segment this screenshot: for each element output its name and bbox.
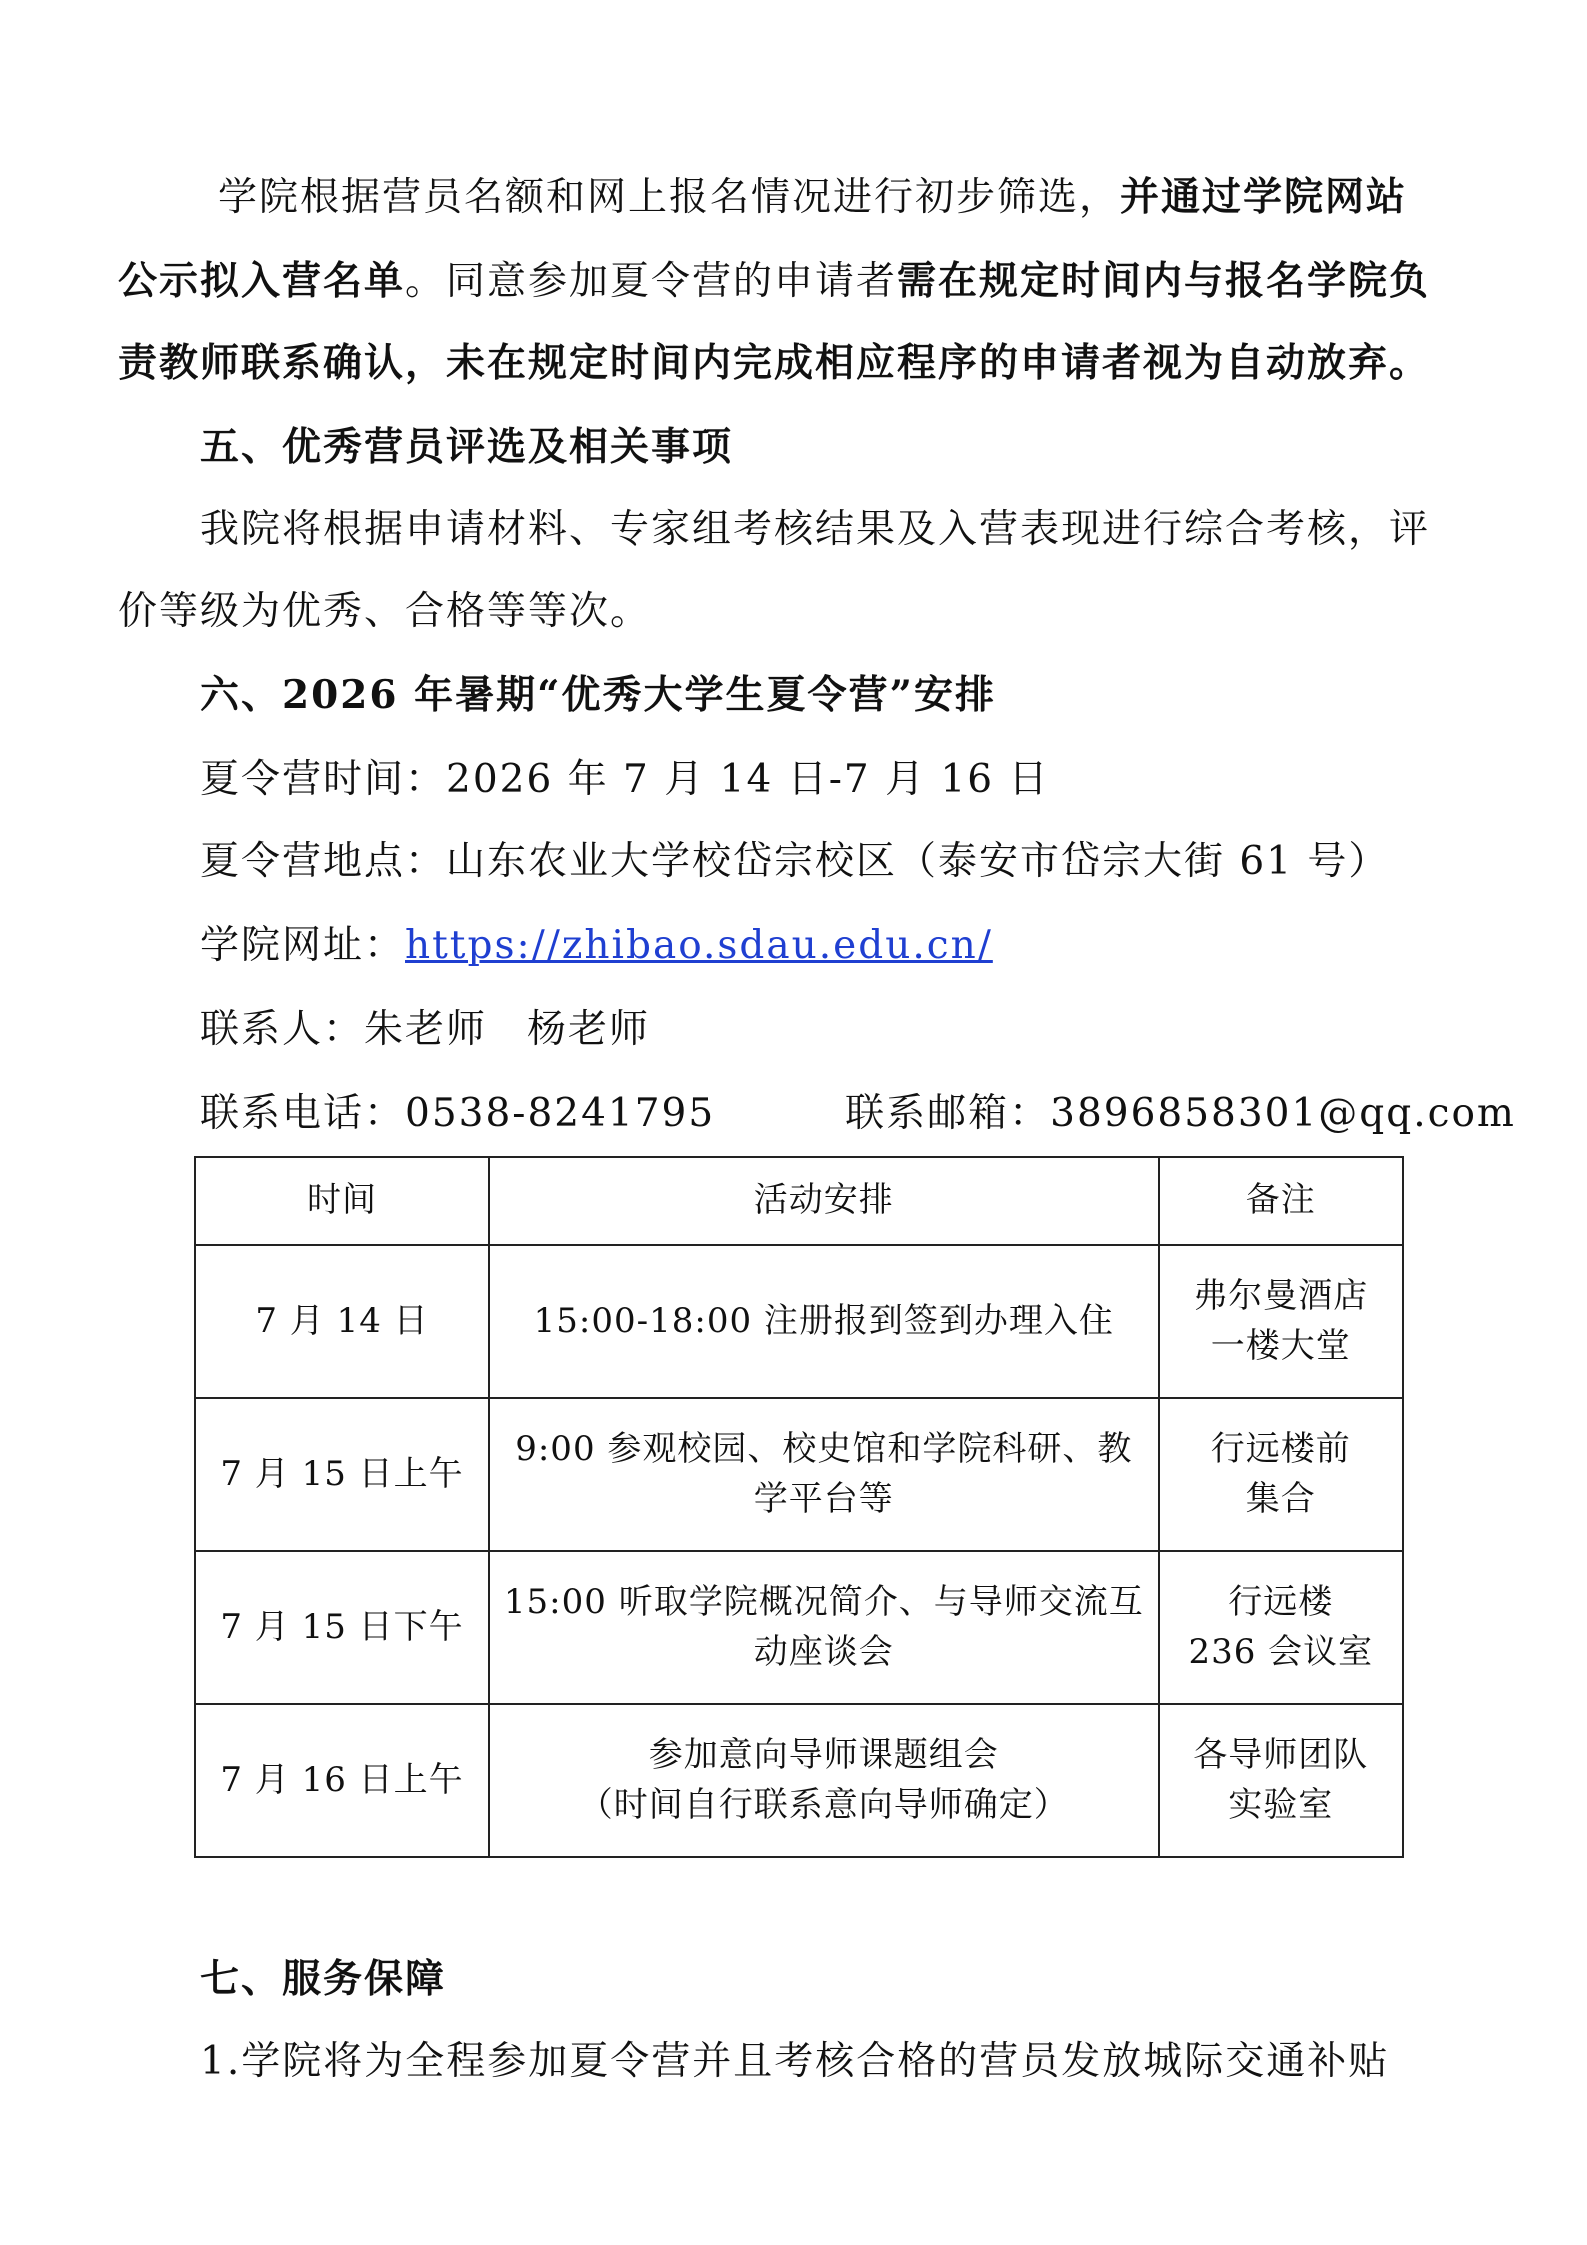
cell-activity (489, 1704, 1159, 1857)
table-row (195, 1704, 1403, 1857)
cell-activity (489, 1245, 1159, 1398)
table-row (195, 1245, 1403, 1398)
contact-persons (200, 1007, 1570, 1052)
text-bold: 公示拟入营名单 (118, 258, 406, 304)
camp-time (200, 757, 1570, 802)
note-line-1: 行远楼前 (1210, 1429, 1351, 1470)
cell-time: 7 月 14 日 (195, 1245, 489, 1398)
camp-time-value: 2026 年 7 月 14 日-7 月 16 日 (446, 757, 1050, 802)
note-line-2: 实验室 (1228, 1784, 1334, 1825)
cell-note (1159, 1245, 1403, 1398)
note-line-2: 一楼大堂 (1210, 1325, 1351, 1366)
note-line-1: 各导师团队 (1193, 1735, 1369, 1776)
camp-place-value: 山东农业大学校岱宗校区（泰安市岱宗大街 61 号） (446, 839, 1390, 884)
activity-line-2: 学平台等 (753, 1478, 894, 1519)
section-7-heading: 七、服务保障 (200, 1956, 447, 2002)
table-row (195, 1551, 1403, 1704)
camp-place (200, 839, 1570, 884)
cell-note (1159, 1704, 1403, 1857)
activity-line-1: 15:00-18:00 注册报到签到办理入住 (533, 1300, 1114, 1341)
activity-line-2: （时间自行联系意向导师确定） (578, 1784, 1069, 1825)
cell-note (1159, 1398, 1403, 1551)
college-website (200, 923, 1570, 968)
paragraph-1-line-3: 责教师联系确认，未在规定时间内完成相应程序的申请者视为自动放弃。 (118, 340, 1431, 386)
contact-label: 联系人： (200, 1007, 365, 1052)
section-5-body-line-2: 价等级为优秀、合格等等次。 (118, 589, 652, 634)
section-6-heading: 六、2026 年暑期“优秀大学生夏令营”安排 (200, 672, 996, 718)
cell-time: 7 月 16 日上午 (195, 1704, 489, 1857)
activity-line-1: 15:00 听取学院概况简介、与导师交流互 (503, 1582, 1144, 1623)
college-website-label: 学院网址： (200, 923, 406, 968)
section-5-body-line-1: 我院将根据申请材料、专家组考核结果及入营表现进行综合考核，评 (200, 507, 1431, 552)
college-website-link[interactable]: https://zhibao.sdau.edu.cn/ (405, 923, 993, 968)
header-time: 时间 (195, 1157, 489, 1245)
note-line-2: 236 会议室 (1188, 1631, 1374, 1672)
email-label: 联系邮箱： (845, 1091, 1051, 1136)
activity-line-1: 9:00 参观校园、校史馆和学院科研、教 (515, 1429, 1133, 1470)
phone-value: 0538-8241795 (405, 1091, 716, 1136)
text-bold: 需在规定时间内与报名学院负 (897, 258, 1431, 304)
cell-note (1159, 1551, 1403, 1704)
activity-line-2: 动座谈会 (753, 1631, 894, 1672)
note-line-2: 集合 (1245, 1478, 1316, 1519)
note-line-1: 行远楼 (1228, 1582, 1334, 1623)
header-activity: 活动安排 (489, 1157, 1159, 1245)
phone-label: 联系电话： (200, 1091, 406, 1136)
text-normal: 。同意参加夏令营的申请者 (405, 259, 898, 304)
activity-line-1: 参加意向导师课题组会 (648, 1735, 999, 1776)
section-5-heading: 五、优秀营员评选及相关事项 (200, 424, 734, 470)
text-bold: 并通过学院网站 (1120, 174, 1408, 220)
table-row (195, 1398, 1403, 1551)
header-note: 备注 (1159, 1157, 1403, 1245)
contact-info (200, 1091, 1570, 1136)
camp-time-label: 夏令营时间： (200, 757, 447, 802)
email-value: 3896858301@qq.com (1050, 1091, 1516, 1136)
note-line-1: 弗尔曼酒店 (1193, 1276, 1369, 1317)
camp-place-label: 夏令营地点： (200, 839, 447, 884)
cell-time: 7 月 15 日下午 (195, 1551, 489, 1704)
paragraph-1-line-2 (118, 258, 1488, 304)
cell-activity (489, 1398, 1159, 1551)
section-7-item-1: 1.学院将为全程参加夏令营并且考核合格的营员发放城际交通补贴 (200, 2039, 1390, 2084)
schedule-table (194, 1156, 1404, 1858)
contact-person-b: 杨老师 (527, 1007, 651, 1052)
cell-activity (489, 1551, 1159, 1704)
cell-time: 7 月 15 日上午 (195, 1398, 489, 1551)
paragraph-1-line-1 (218, 174, 1488, 220)
table-header-row (195, 1157, 1403, 1245)
contact-person-a: 朱老师 (364, 1007, 488, 1052)
text-normal: 学院根据营员名额和网上报名情况进行初步筛选， (218, 175, 1121, 220)
